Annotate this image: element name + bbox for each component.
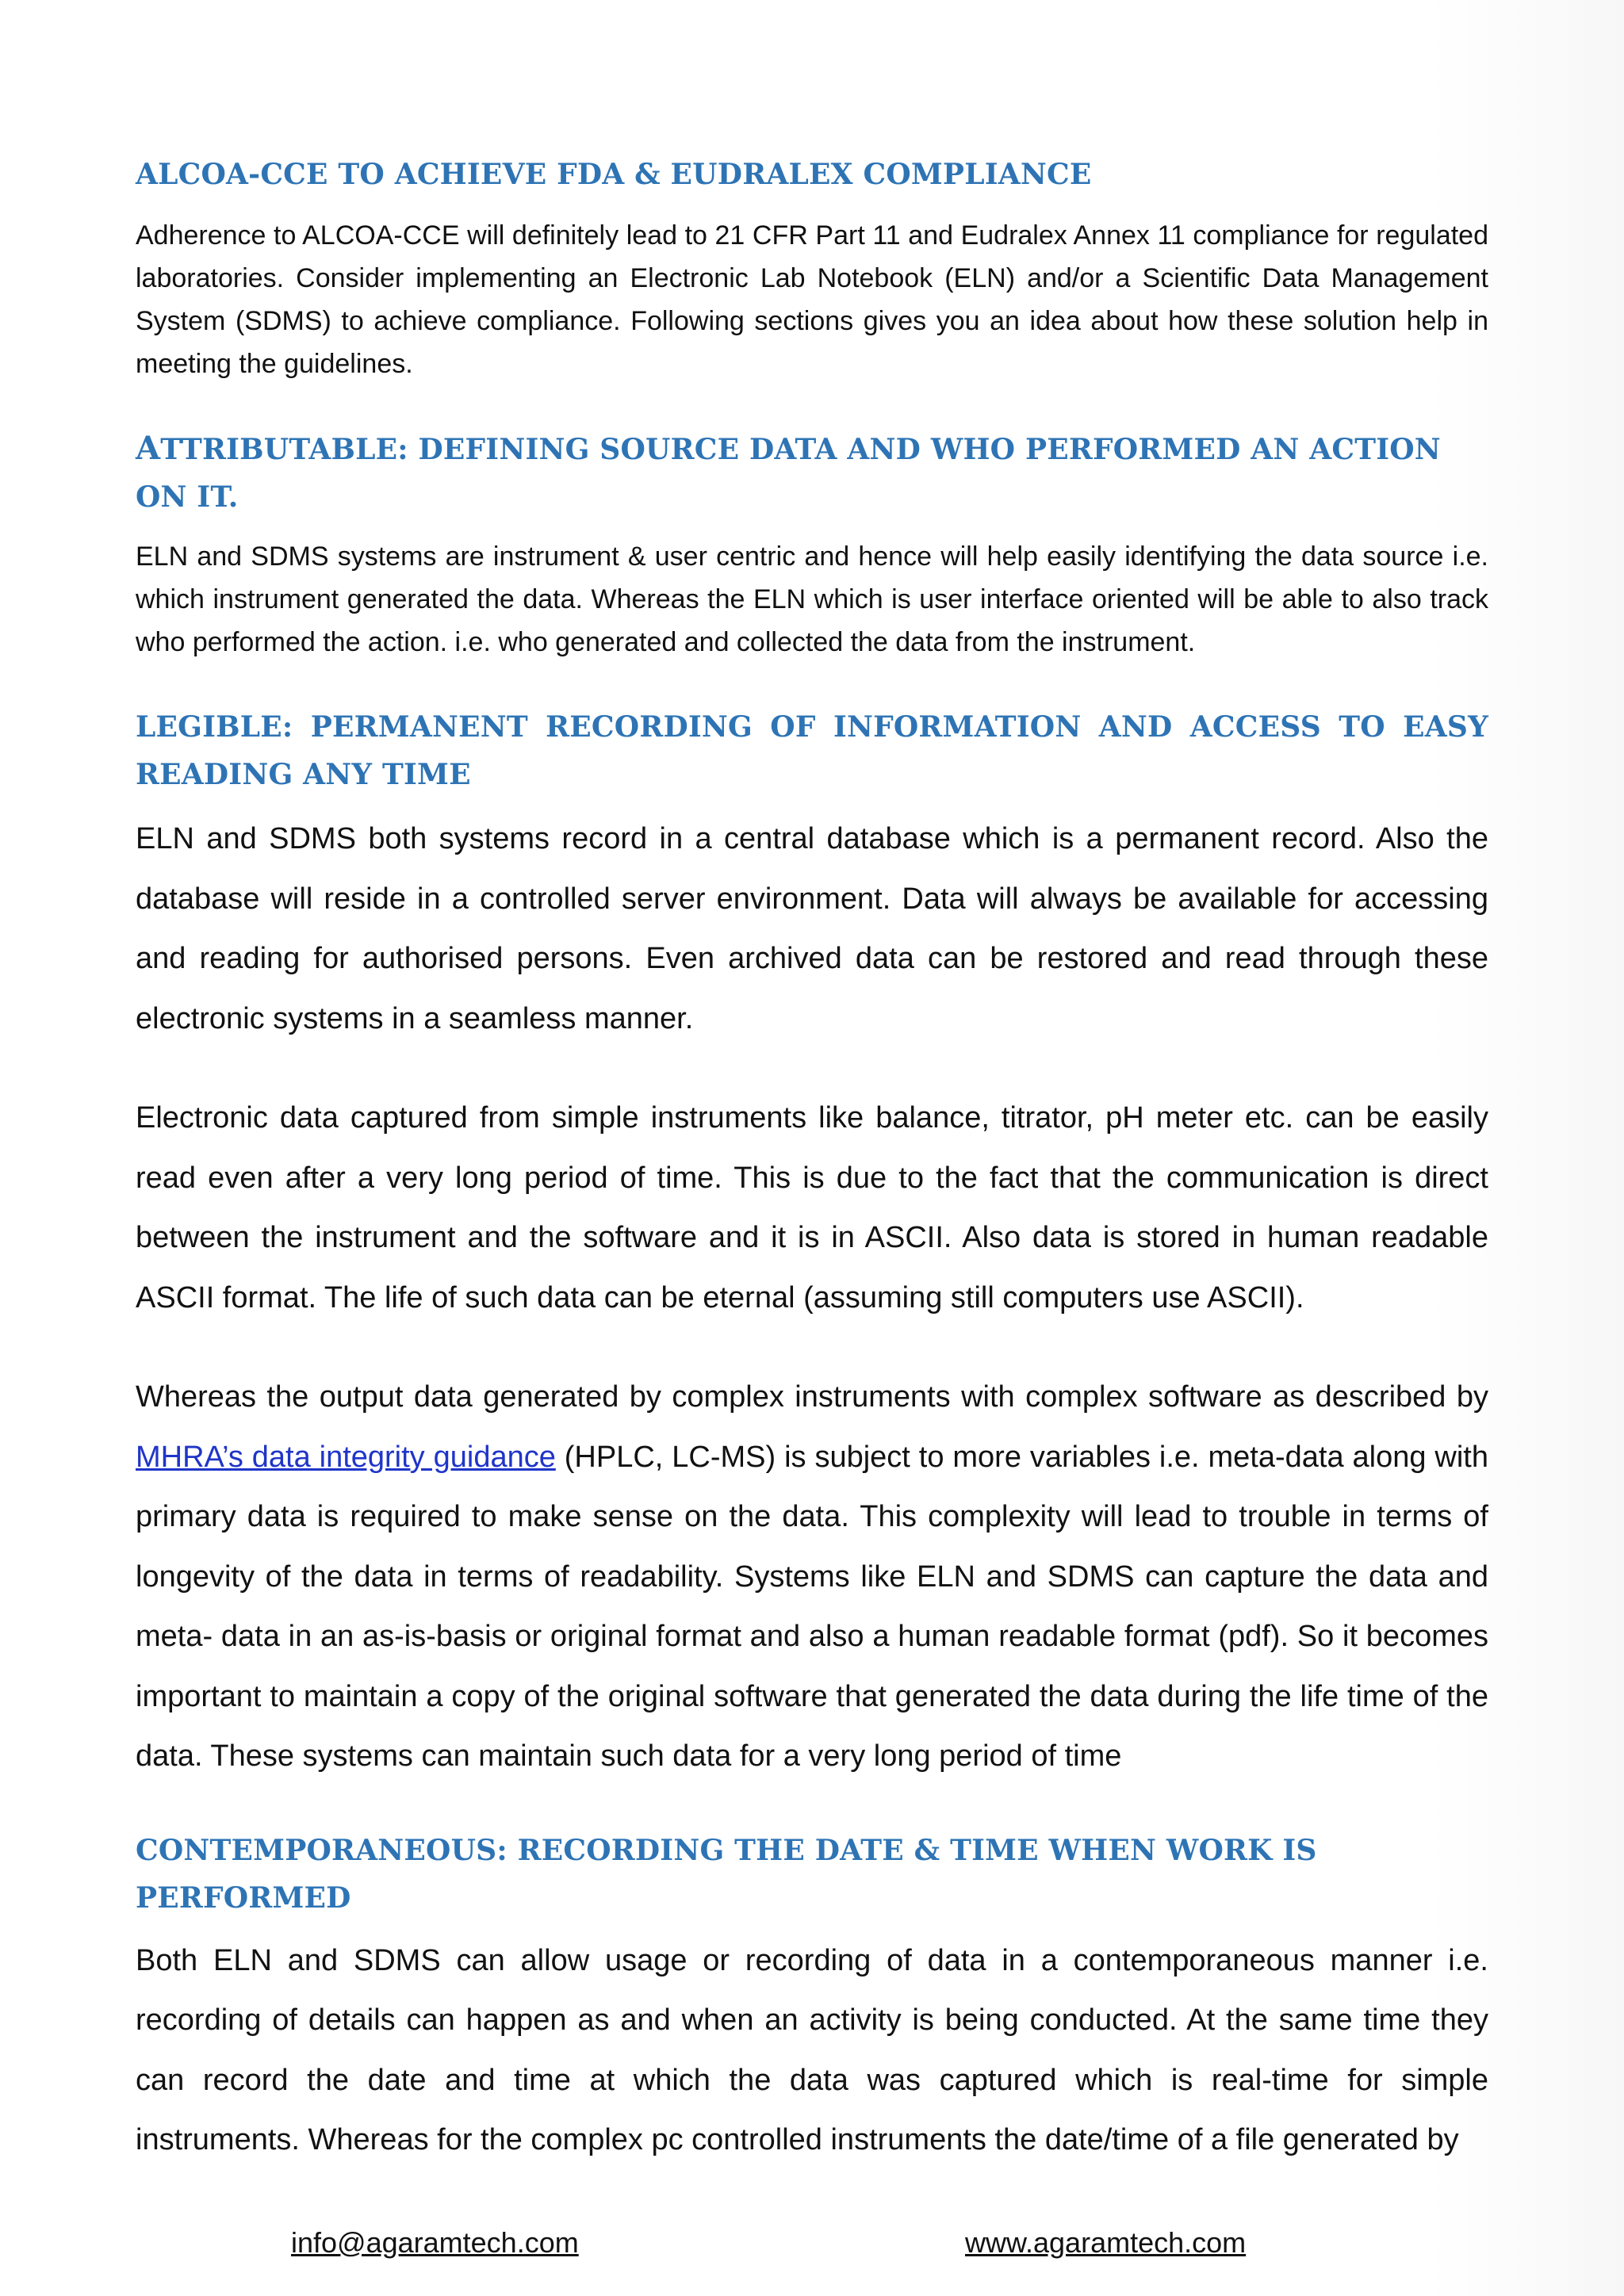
section-heading-legible: LEGIBLE: PERMANENT RECORDING OF INFORMATION AND ACCESS TO EASY READING ANY TIME — [136, 710, 1488, 791]
section-heading-attributable — [136, 425, 1488, 521]
footer-website-link[interactable]: www.agaramtech.com — [965, 2226, 1247, 2259]
heading-rest: TTRIBUTABLE: DEFINING SOURCE DATA AND WHO PERFORMED AN ACTION ON IT. — [136, 433, 1441, 514]
document-content — [136, 151, 1488, 2171]
paragraph-legible-2: Electronic data captured from simple instruments like balance, titrator, pH meter etc. can be easily read even after a very long period of time. This is due to the fact that the communication is direct between the instrument and the software and it is in ASCII. Also data is stored in human readable ASCII format. The life of such data can be eternal (assuming still computers use ASCII). — [136, 1101, 1488, 1314]
paragraph-contemporaneous: Both ELN and SDMS can allow usage or recording of data in a contemporaneous manner i.e. recording of details can happen as and when an activity is being conducted. At the same time they can record the date and time at which the data was captured which is real-time for simple instruments. Whereas for the complex pc controlled instruments the date/time of a file generated by — [136, 1943, 1488, 2156]
paragraph-legible-3 — [136, 1368, 1488, 1787]
paragraph-text-after-link: (HPLC, LC-MS) is subject to more variables i.e. meta-data along with primary data is required to make sense on the data. This complexity will lead to trouble in terms of longevity of the data in terms of readability. Systems like ELN and SDMS can capture the data and meta- data in an as-is-basis or original format and also a human readable format (pdf). So it becomes important to maintain a copy of the original software that generated the data during the life time of the data. These systems can maintain such data for a very long period of time — [136, 1440, 1488, 1773]
paragraph-attributable: ELN and SDMS systems are instrument & user centric and hence will help easily identifying the data source i.e. which instrument generated the data. Whereas the ELN which is user interface oriented will be able to also track who performed the action. i.e. who generated and collected the data from the instrument. — [136, 541, 1488, 657]
paragraph-text-before-link: Whereas the output data generated by complex instruments with complex software as described by — [136, 1380, 1488, 1414]
footer-email-link[interactable]: info@agaramtech.com — [291, 2226, 579, 2259]
paragraph-legible-1: ELN and SDMS both systems record in a central database which is a permanent record. Also the database will reside in a controlled server environment. Data will always be available for accessing and reading for authorised persons. Even archived data can be restored and read through these electronic systems in a seamless manner. — [136, 822, 1488, 1035]
section-heading-compliance: ALCOA-CCE TO ACHIEVE FDA & EUDRALEX COMPLIANCE — [136, 158, 1092, 191]
heading-initial-letter: A — [136, 430, 161, 467]
mhra-guidance-link[interactable]: MHRA’s data integrity guidance — [136, 1440, 556, 1474]
paragraph-compliance: Adherence to ALCOA-CCE will definitely lead to 21 CFR Part 11 and Eudralex Annex 11 compliance for regulated laboratories. Consider implementing an Electronic Lab Notebook (ELN) and/or a Scientific Data Management System (SDMS) to achieve compliance. Following sections gives you an idea about how these solution help in meeting the guidelines. — [136, 220, 1488, 379]
section-heading-contemporaneous: CONTEMPORANEOUS: RECORDING THE DATE & TIME WHEN WORK IS PERFORMED — [136, 1833, 1317, 1915]
